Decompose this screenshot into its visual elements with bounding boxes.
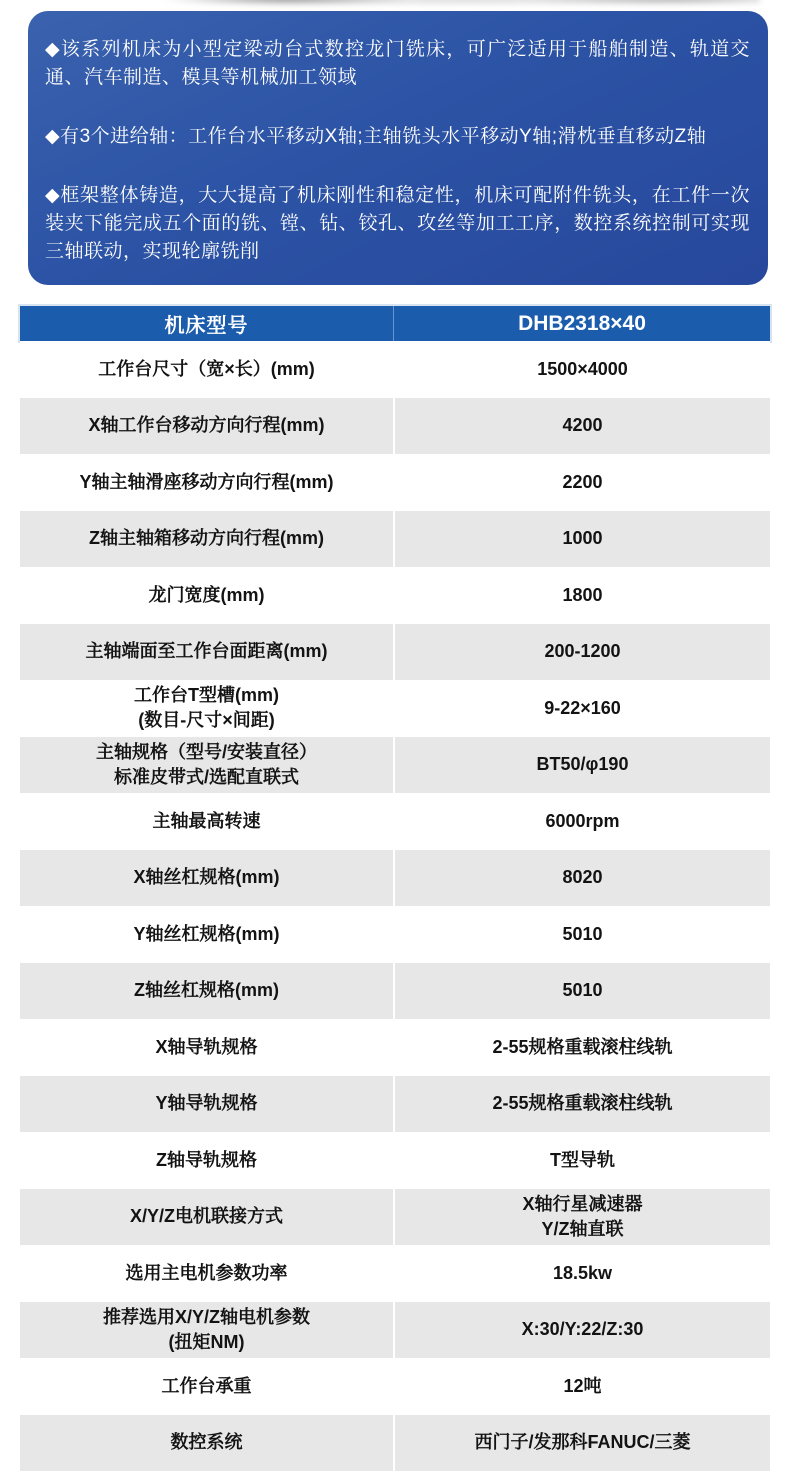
spec-label: Z轴导轨规格	[20, 1132, 393, 1189]
spec-value: 2200	[393, 454, 770, 511]
spec-label: 工作台承重	[20, 1358, 393, 1415]
table-row	[20, 793, 770, 850]
table-row	[20, 624, 770, 681]
spec-value: 5010	[393, 963, 770, 1020]
spec-value: 5010	[393, 906, 770, 963]
spec-label: Z轴主轴箱移动方向行程(mm)	[20, 511, 393, 568]
table-row	[20, 1019, 770, 1076]
intro-bullet-1: ◆该系列机床为小型定梁动台式数控龙门铣床，可广泛适用于船舶制造、轨道交通、汽车制造、模具等机械加工领域	[45, 36, 750, 92]
table-row	[20, 1076, 770, 1133]
intro-bullet-3: ◆框架整体铸造，大大提高了机床刚性和稳定性，机床可配附件铣头，在工件一次装夹下能完成五个面的铣、镗、钻、铰孔、攻丝等加工工序，数控系统控制可实现三轴联动，实现轮廓铣削	[45, 182, 750, 266]
spec-value: 4200	[393, 398, 770, 455]
spec-label: X轴丝杠规格(mm)	[20, 850, 393, 907]
table-row	[20, 398, 770, 455]
spec-value: BT50/φ190	[393, 737, 770, 794]
table-row	[20, 906, 770, 963]
spec-label: 主轴端面至工作台面距离(mm)	[20, 624, 393, 681]
table-header-row	[20, 306, 770, 341]
table-row	[20, 1302, 770, 1359]
spec-value: T型导轨	[393, 1132, 770, 1189]
spec-label: 主轴最高转速	[20, 793, 393, 850]
table-row	[20, 1358, 770, 1415]
spec-value: 2-55规格重载滚柱线轨	[393, 1019, 770, 1076]
table-row	[20, 680, 770, 737]
spec-label: 工作台尺寸（宽×长）(mm)	[20, 341, 393, 398]
table-row	[20, 1415, 770, 1471]
spec-label: Y轴丝杠规格(mm)	[20, 906, 393, 963]
header-model-value: DHB2318×40	[393, 306, 770, 341]
spec-value: 1000	[393, 511, 770, 568]
table-row	[20, 963, 770, 1020]
spec-value: 6000rpm	[393, 793, 770, 850]
table-row	[20, 341, 770, 398]
spec-label: X轴工作台移动方向行程(mm)	[20, 398, 393, 455]
spec-value: 西门子/发那科FANUC/三菱	[393, 1415, 770, 1471]
spec-value: 8020	[393, 850, 770, 907]
spec-label: Y轴导轨规格	[20, 1076, 393, 1133]
spec-value: 18.5kw	[393, 1245, 770, 1302]
spec-value: 12吨	[393, 1358, 770, 1415]
spec-table-body	[20, 341, 770, 1471]
table-row	[20, 850, 770, 907]
spec-label: Y轴主轴滑座移动方向行程(mm)	[20, 454, 393, 511]
spec-label: 工作台T型槽(mm) (数目-尺寸×间距)	[20, 680, 393, 737]
spec-value: 1800	[393, 567, 770, 624]
table-row	[20, 1189, 770, 1246]
intro-bullet-2: ◆有3个进给轴：工作台水平移动X轴;主轴铣头水平移动Y轴;滑枕垂直移动Z轴	[45, 123, 750, 151]
spec-label: X/Y/Z电机联接方式	[20, 1189, 393, 1246]
page-top-shadow	[30, 0, 760, 8]
spec-value: X轴行星减速器 Y/Z轴直联	[393, 1189, 770, 1246]
table-row	[20, 737, 770, 794]
spec-label: 数控系统	[20, 1415, 393, 1471]
spec-label: Z轴丝杠规格(mm)	[20, 963, 393, 1020]
header-param-label: 机床型号	[20, 306, 393, 341]
spec-label: X轴导轨规格	[20, 1019, 393, 1076]
spec-label: 推荐选用X/Y/Z轴电机参数 (扭矩NM)	[20, 1302, 393, 1359]
spec-value: 9-22×160	[393, 680, 770, 737]
intro-panel	[28, 11, 768, 285]
spec-label: 龙门宽度(mm)	[20, 567, 393, 624]
table-row	[20, 454, 770, 511]
spec-value: 1500×4000	[393, 341, 770, 398]
table-row	[20, 511, 770, 568]
table-row	[20, 1132, 770, 1189]
spec-table	[20, 306, 770, 1471]
spec-value: X:30/Y:22/Z:30	[393, 1302, 770, 1359]
table-row	[20, 1245, 770, 1302]
spec-value: 200-1200	[393, 624, 770, 681]
spec-value: 2-55规格重载滚柱线轨	[393, 1076, 770, 1133]
spec-label: 主轴规格（型号/安装直径） 标准皮带式/选配直联式	[20, 737, 393, 794]
spec-label: 选用主电机参数功率	[20, 1245, 393, 1302]
table-row	[20, 567, 770, 624]
